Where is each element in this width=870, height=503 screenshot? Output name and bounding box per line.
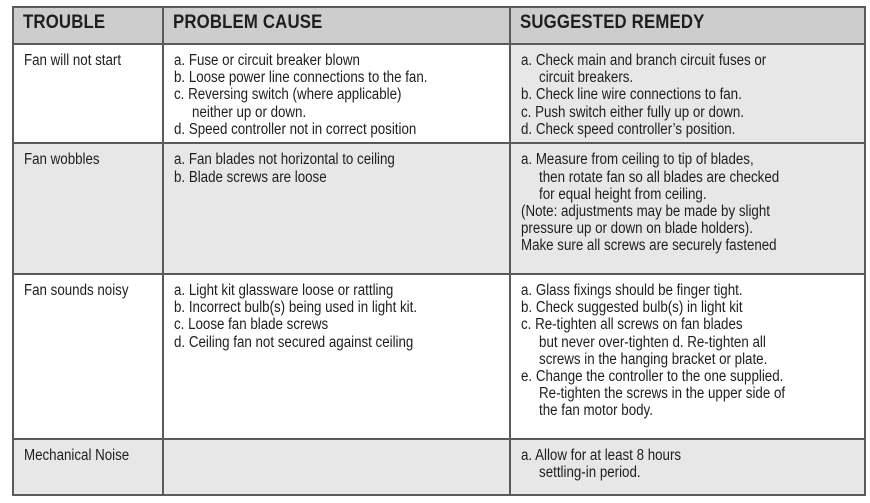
cell-line: (Note: adjustments may be made by slight: [521, 203, 770, 221]
cell-line: the fan motor body.: [539, 402, 653, 420]
cell-line: a. Fan blades not horizontal to ceiling: [174, 151, 395, 169]
header-trouble: TROUBLE: [13, 7, 163, 44]
cell-line: c. Reversing switch (where applicable): [174, 86, 402, 104]
trouble-cell: Mechanical Noise: [13, 439, 163, 495]
header-row: [13, 7, 865, 44]
cell-line: e. Change the controller to the one supplied.: [521, 368, 784, 386]
cell-line: d. Check speed controller’s position.: [521, 120, 736, 138]
troubleshooting-table: [12, 6, 866, 496]
cell-line: b. Check suggested bulb(s) in light kit: [521, 299, 743, 317]
remedy-cell: [510, 44, 865, 143]
cause-cell: [163, 439, 510, 495]
table-row: [13, 439, 865, 495]
table-row: [13, 143, 865, 274]
trouble-cell: Fan will not start: [13, 44, 163, 143]
cell-line: a. Fuse or circuit breaker blown: [174, 52, 360, 69]
cell-line: a. Allow for at least 8 hours: [521, 446, 682, 464]
cell-line: screws in the hanging bracket or plate.: [539, 350, 768, 368]
cell-line: c. Re-tighten all screws on fan blades: [521, 316, 743, 334]
cause-cell: [163, 274, 510, 439]
remedy-cell: [510, 143, 865, 274]
trouble-cell: Fan sounds noisy: [13, 274, 163, 439]
cell-line: c. Loose fan blade screws: [174, 316, 329, 334]
cell-line: Re-tighten the screws in the upper side of: [539, 385, 786, 403]
cell-line: c. Push switch either fully up or down.: [521, 103, 745, 121]
table-row: [13, 274, 865, 439]
cell-line: a. Glass fixings should be finger tight.: [521, 282, 743, 300]
cell-line: but never over-tighten d. Re-tighten all: [539, 333, 766, 351]
cell-line: neither up or down.: [192, 103, 307, 121]
cause-cell: [163, 44, 510, 143]
trouble-cell: Fan wobbles: [13, 143, 163, 274]
cell-line: b. Blade screws are loose: [174, 168, 327, 186]
table-row: [13, 44, 865, 143]
cell-line: then rotate fan so all blades are checked: [539, 168, 780, 186]
cell-line: b. Incorrect bulb(s) being used in light kit.: [174, 299, 418, 317]
cause-cell: [163, 143, 510, 274]
header-problem-cause: PROBLEM CAUSE: [163, 7, 510, 44]
header-suggested-remedy: SUGGESTED REMEDY: [510, 7, 865, 44]
cell-line: circuit breakers.: [539, 69, 634, 87]
cell-line: pressure up or down on blade holders).: [521, 220, 753, 238]
cell-line: settling-in period.: [539, 463, 641, 481]
remedy-cell: [510, 274, 865, 439]
cell-line: d. Ceiling fan not secured against ceiling: [174, 333, 414, 351]
cell-line: a. Check main and branch circuit fuses or: [521, 52, 767, 69]
cell-line: Make sure all screws are securely fastened: [521, 237, 777, 255]
cell-line: a. Measure from ceiling to tip of blades,: [521, 151, 754, 169]
cell-line: for equal height from ceiling.: [539, 185, 707, 203]
cell-line: b. Check line wire connections to fan.: [521, 86, 742, 104]
remedy-cell: [510, 439, 865, 495]
cell-line: b. Loose power line connections to the fan.: [174, 69, 428, 87]
cell-line: d. Speed controller not in correct position: [174, 120, 417, 138]
cell-line: a. Light kit glassware loose or rattling: [174, 282, 394, 300]
